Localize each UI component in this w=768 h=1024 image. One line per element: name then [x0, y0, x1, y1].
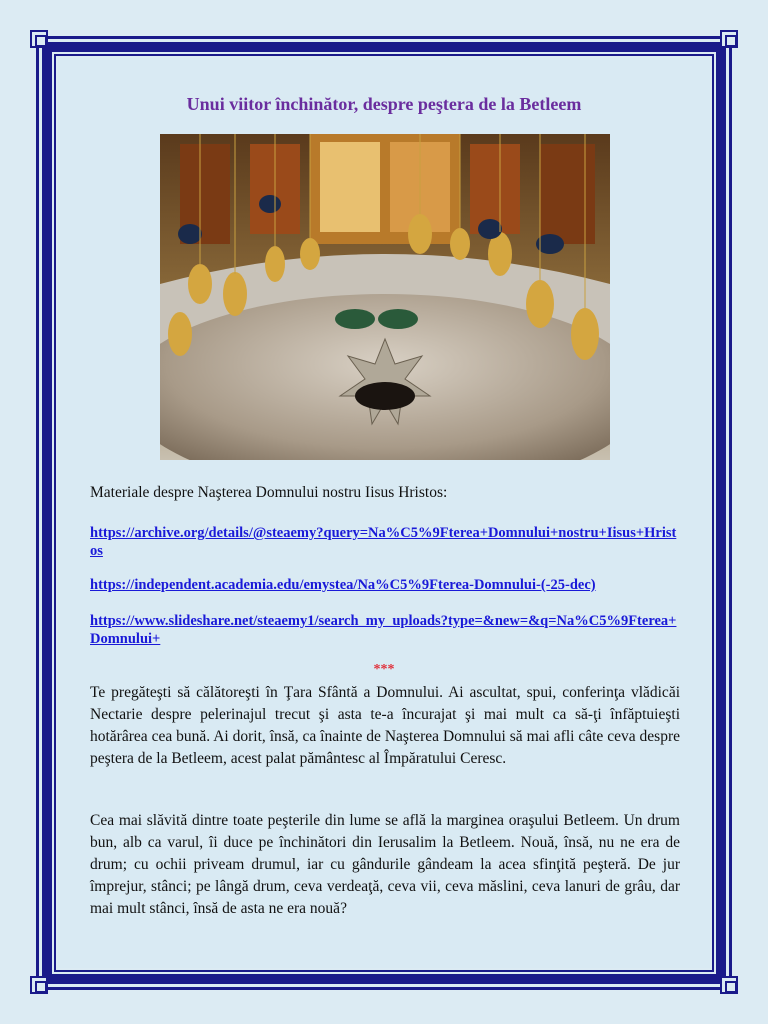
document-page: [58, 58, 710, 968]
academia-link[interactable]: https://independent.academia.edu/emystea/Na%C5%9Fterea-Domnului-(-25-dec): [90, 577, 596, 593]
paragraph-2: Cea mai slăvită dintre toate peşterile din lume se află la marginea oraşului Betleem. Un drum bun, alb ca varul, îi duce pe închinători din Ierusalim la Betleem. Nouă, însă, nu ne era de drum; cu ochii priveam drumul, iar cu gândurile gândeam la acea sfinţită peşteră. De jur împrejur, stânci; pe lângă drum, ceva verdeaţă, ceva vii, ceva măslini, ceva lanuri de grâu, dar mai mult stânci, însă de asta ne era nouă?: [90, 812, 680, 917]
archive-link[interactable]: https://archive.org/details/@steaemy?query=Na%C5%9Fterea+Domnului+nostru+Iisus+Hristos: [90, 525, 677, 559]
grotto-photo: [160, 134, 610, 460]
intro-text: Materiale despre Naşterea Domnului nostru Iisus Hristos:: [90, 484, 448, 501]
slideshare-link[interactable]: https://www.slideshare.net/steaemy1/search_my_uploads?type=&new=&q=Na%C5%9Fterea+Domnului+: [90, 613, 677, 647]
document-title: Unui viitor închinător, despre peştera de la Betleem: [186, 94, 582, 114]
nativity-grotto-image: [160, 134, 610, 460]
border-corner-ornament: [30, 30, 48, 48]
border-corner-ornament: [30, 976, 48, 994]
border-corner-ornament: [720, 30, 738, 48]
paragraph-1: Te pregăteşti să călătoreşti în Ţara Sfântă a Domnului. Ai ascultat, spui, conferinţa vlădicăi Nectarie despre pelerinajul trecut şi asta te-a încurajat şi mai mult ca să-ţi înfăptuieşti hotărârea cea bună. Ai dorit, însă, ca înainte de Naşterea Domnului să mai afli câte ceva despre peştera de la Betleem, acest palat pământesc al Împăratului Ceresc.: [90, 684, 680, 767]
section-separator: ***: [373, 662, 395, 677]
border-corner-ornament: [720, 976, 738, 994]
